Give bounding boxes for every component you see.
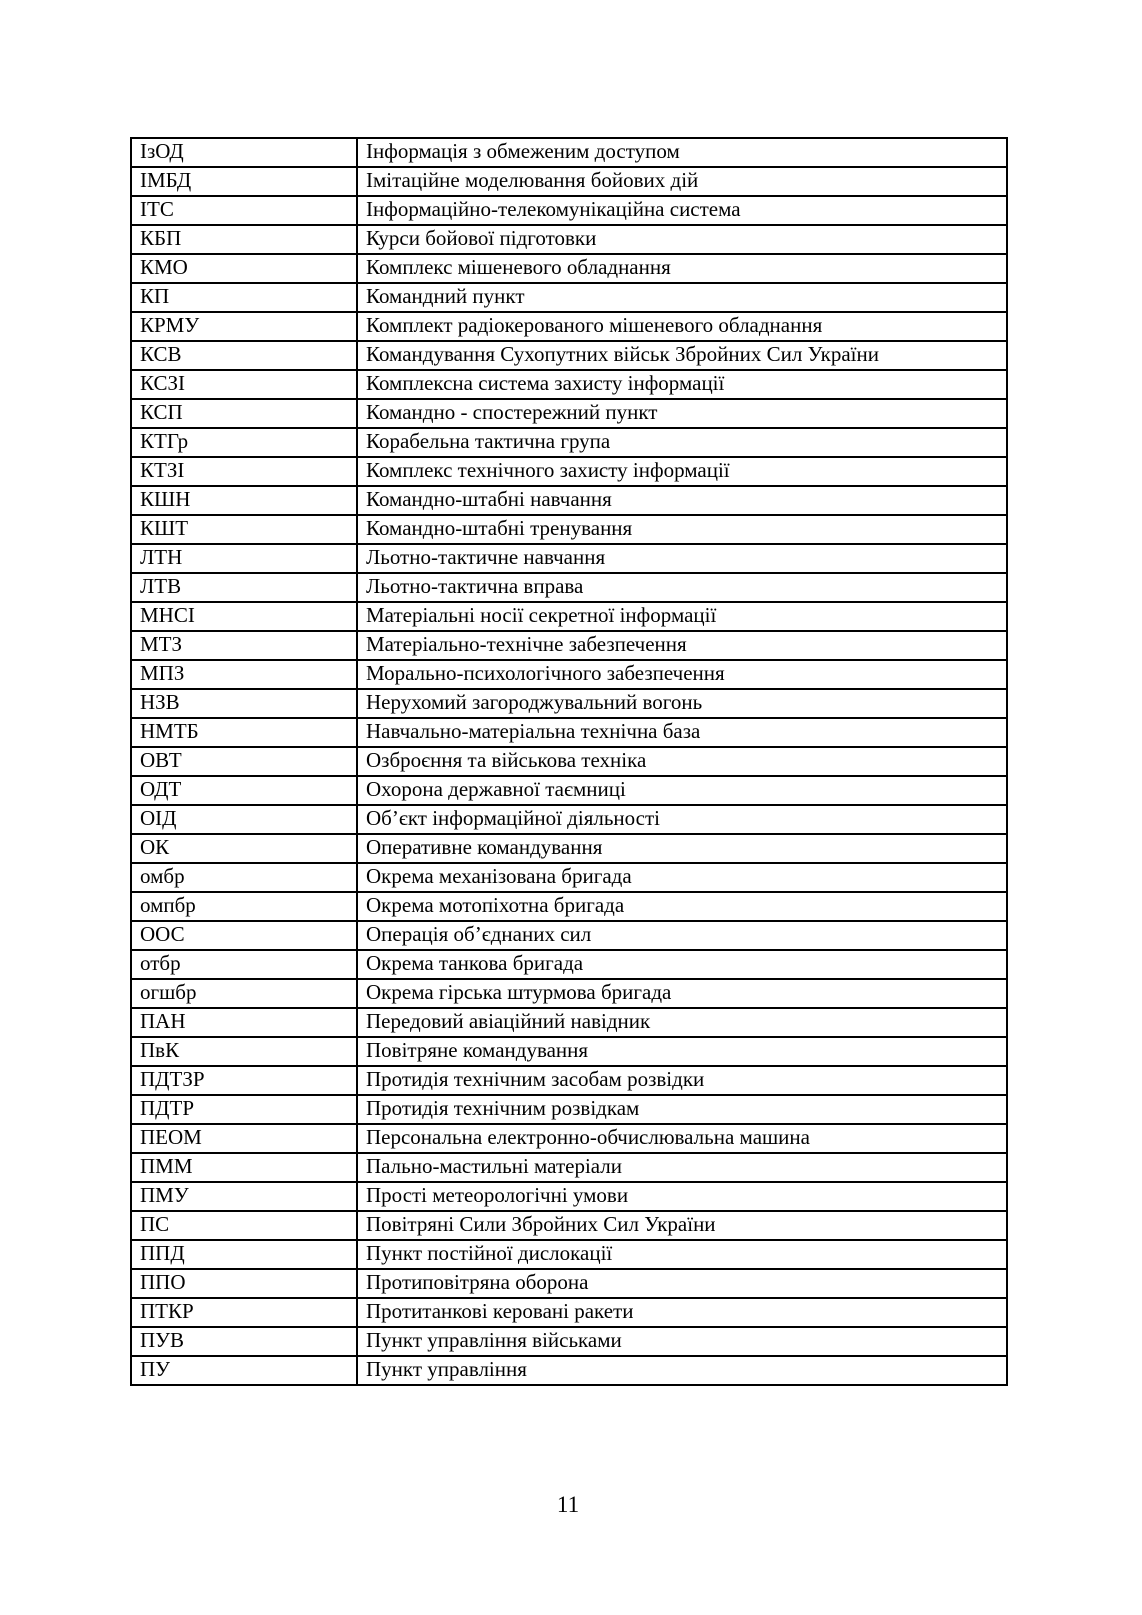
table-row	[131, 167, 1007, 196]
abbr-cell: КРМУ	[131, 312, 357, 341]
table-row	[131, 254, 1007, 283]
abbr-cell: КП	[131, 283, 357, 312]
meaning-cell: Командно-штабні навчання	[357, 486, 1007, 515]
table-row	[131, 805, 1007, 834]
meaning-cell: Протитанкові керовані ракети	[357, 1298, 1007, 1327]
meaning-cell: Нерухомий загороджувальний вогонь	[357, 689, 1007, 718]
table-row	[131, 718, 1007, 747]
meaning-cell: Прості метеорологічні умови	[357, 1182, 1007, 1211]
table-row	[131, 370, 1007, 399]
abbr-cell: КШН	[131, 486, 357, 515]
meaning-cell: Комплексна система захисту інформації	[357, 370, 1007, 399]
meaning-cell: Курси бойової підготовки	[357, 225, 1007, 254]
table-row	[131, 689, 1007, 718]
abbr-cell: КСП	[131, 399, 357, 428]
abbr-cell: КТЗІ	[131, 457, 357, 486]
table-row	[131, 1066, 1007, 1095]
meaning-cell: Навчально-матеріальна технічна база	[357, 718, 1007, 747]
meaning-cell: Льотно-тактичне навчання	[357, 544, 1007, 573]
abbr-cell: ПМУ	[131, 1182, 357, 1211]
table-row	[131, 1182, 1007, 1211]
meaning-cell: Імітаційне моделювання бойових дій	[357, 167, 1007, 196]
meaning-cell: Матеріально-технічне забезпечення	[357, 631, 1007, 660]
meaning-cell: Комплекс мішеневого обладнання	[357, 254, 1007, 283]
abbr-cell: КСВ	[131, 341, 357, 370]
meaning-cell: Пально-мастильні матеріали	[357, 1153, 1007, 1182]
abbr-cell: ОІД	[131, 805, 357, 834]
abbr-cell: КБП	[131, 225, 357, 254]
table-row	[131, 428, 1007, 457]
abbr-cell: ПТКР	[131, 1298, 357, 1327]
abbr-cell: отбр	[131, 950, 357, 979]
abbr-cell: ОК	[131, 834, 357, 863]
table-row	[131, 979, 1007, 1008]
abbr-cell: КТГр	[131, 428, 357, 457]
table-row	[131, 863, 1007, 892]
abbr-cell: ПАН	[131, 1008, 357, 1037]
meaning-cell: Операція об’єднаних сил	[357, 921, 1007, 950]
meaning-cell: Командно-штабні тренування	[357, 515, 1007, 544]
meaning-cell: Пункт управління	[357, 1356, 1007, 1385]
table-row	[131, 486, 1007, 515]
table-row	[131, 138, 1007, 167]
table-row	[131, 225, 1007, 254]
meaning-cell: Окрема танкова бригада	[357, 950, 1007, 979]
meaning-cell: Персональна електронно-обчислювальна машина	[357, 1124, 1007, 1153]
meaning-cell: Командний пункт	[357, 283, 1007, 312]
table-row	[131, 196, 1007, 225]
abbr-cell: НЗВ	[131, 689, 357, 718]
abbr-cell: ПС	[131, 1211, 357, 1240]
abbr-cell: КМО	[131, 254, 357, 283]
abbr-cell: ППД	[131, 1240, 357, 1269]
table-row	[131, 1153, 1007, 1182]
table-row	[131, 921, 1007, 950]
meaning-cell: Морально-психологічного забезпечення	[357, 660, 1007, 689]
meaning-cell: Повітряне командування	[357, 1037, 1007, 1066]
meaning-cell: Окрема гірська штурмова бригада	[357, 979, 1007, 1008]
abbr-cell: омпбр	[131, 892, 357, 921]
abbr-cell: ІТС	[131, 196, 357, 225]
table-row	[131, 399, 1007, 428]
table-row	[131, 283, 1007, 312]
table-row	[131, 950, 1007, 979]
abbr-cell: ООС	[131, 921, 357, 950]
abbr-cell: ЛТВ	[131, 573, 357, 602]
meaning-cell: Протидія технічним розвідкам	[357, 1095, 1007, 1124]
table-row	[131, 1095, 1007, 1124]
abbr-cell: НМТБ	[131, 718, 357, 747]
table-row	[131, 1124, 1007, 1153]
meaning-cell: Оперативне командування	[357, 834, 1007, 863]
abbr-cell: МНСІ	[131, 602, 357, 631]
abbr-cell: МТЗ	[131, 631, 357, 660]
abbreviations-table-body	[131, 138, 1007, 1385]
table-row	[131, 312, 1007, 341]
meaning-cell: Командно - спостережний пункт	[357, 399, 1007, 428]
meaning-cell: Льотно-тактична вправа	[357, 573, 1007, 602]
abbr-cell: огшбр	[131, 979, 357, 1008]
abbr-cell: КШТ	[131, 515, 357, 544]
table-row	[131, 892, 1007, 921]
table-row	[131, 457, 1007, 486]
table-row	[131, 1037, 1007, 1066]
table-row	[131, 834, 1007, 863]
meaning-cell: Матеріальні носії секретної інформації	[357, 602, 1007, 631]
meaning-cell: Окрема мотопіхотна бригада	[357, 892, 1007, 921]
abbr-cell: ПММ	[131, 1153, 357, 1182]
abbr-cell: ПЕОМ	[131, 1124, 357, 1153]
meaning-cell: Об’єкт інформаційної діяльності	[357, 805, 1007, 834]
abbr-cell: МПЗ	[131, 660, 357, 689]
table-row	[131, 631, 1007, 660]
meaning-cell: Корабельна тактична група	[357, 428, 1007, 457]
abbr-cell: КСЗІ	[131, 370, 357, 399]
meaning-cell: Комплект радіокерованого мішеневого обладнання	[357, 312, 1007, 341]
page-number: 11	[556, 1492, 580, 1517]
table-row	[131, 544, 1007, 573]
table-row	[131, 341, 1007, 370]
table-row	[131, 1327, 1007, 1356]
abbr-cell: ІМБД	[131, 167, 357, 196]
abbr-cell: ППО	[131, 1269, 357, 1298]
abbr-cell: ІзОД	[131, 138, 357, 167]
table-row	[131, 1008, 1007, 1037]
abbr-cell: ОДТ	[131, 776, 357, 805]
meaning-cell: Протидія технічним засобам розвідки	[357, 1066, 1007, 1095]
meaning-cell: Окрема механізована бригада	[357, 863, 1007, 892]
meaning-cell: Комплекс технічного захисту інформації	[357, 457, 1007, 486]
table-row	[131, 1211, 1007, 1240]
meaning-cell: Інформаційно-телекомунікаційна система	[357, 196, 1007, 225]
abbr-cell: ПУ	[131, 1356, 357, 1385]
table-row	[131, 602, 1007, 631]
table-row	[131, 1356, 1007, 1385]
meaning-cell: Передовий авіаційний навідник	[357, 1008, 1007, 1037]
meaning-cell: Інформація з обмеженим доступом	[357, 138, 1007, 167]
meaning-cell: Озброєння та військова техніка	[357, 747, 1007, 776]
abbr-cell: ПДТР	[131, 1095, 357, 1124]
abbr-cell: ПвК	[131, 1037, 357, 1066]
meaning-cell: Командування Сухопутних військ Збройних Сил України	[357, 341, 1007, 370]
abbr-cell: ПДТЗР	[131, 1066, 357, 1095]
abbr-cell: ОВТ	[131, 747, 357, 776]
table-row	[131, 573, 1007, 602]
meaning-cell: Пункт постійної дислокації	[357, 1240, 1007, 1269]
meaning-cell: Протиповітряна оборона	[357, 1269, 1007, 1298]
table-row	[131, 1269, 1007, 1298]
table-row	[131, 1298, 1007, 1327]
abbr-cell: ПУВ	[131, 1327, 357, 1356]
abbr-cell: омбр	[131, 863, 357, 892]
meaning-cell: Повітряні Сили Збройних Сил України	[357, 1211, 1007, 1240]
table-row	[131, 1240, 1007, 1269]
abbr-cell: ЛТН	[131, 544, 357, 573]
abbreviations-table	[130, 137, 1008, 1386]
table-row	[131, 660, 1007, 689]
table-row	[131, 776, 1007, 805]
table-row	[131, 747, 1007, 776]
meaning-cell: Пункт управління військами	[357, 1327, 1007, 1356]
table-row	[131, 515, 1007, 544]
meaning-cell: Охорона державної таємниці	[357, 776, 1007, 805]
